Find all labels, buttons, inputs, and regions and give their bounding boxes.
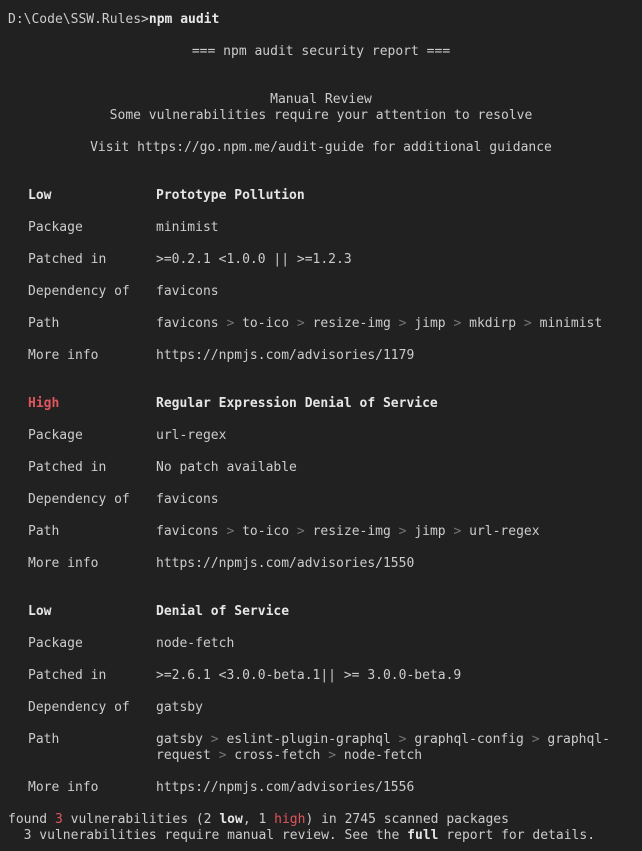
summary-line xyxy=(8,812,634,828)
more-info-link[interactable]: https://npmjs.com/advisories/1550 xyxy=(156,556,415,571)
severity-row xyxy=(8,604,634,620)
vulnerability-title: Regular Expression Denial of Service xyxy=(156,396,438,411)
package-value: minimist xyxy=(156,220,219,235)
package-value: node-fetch xyxy=(156,636,235,651)
summary-text: , 1 xyxy=(242,812,275,827)
summary-high-word: high xyxy=(274,812,306,827)
severity-badge: Low xyxy=(28,604,52,619)
summary-found-prefix: found xyxy=(8,812,55,827)
patched-in-value: No patch available xyxy=(156,460,297,475)
dependency-of-value: favicons xyxy=(156,284,219,299)
dependency-of-row xyxy=(8,284,634,300)
patched-in-row xyxy=(8,668,634,684)
summary-text: ) in 2745 scanned packages xyxy=(305,812,509,827)
more-info-row xyxy=(8,556,634,572)
dependency-of-value: gatsby xyxy=(156,700,203,715)
path-row xyxy=(8,316,634,332)
more-info-row xyxy=(8,780,634,796)
path-label: Path xyxy=(28,732,60,747)
package-row xyxy=(8,220,634,236)
dependency-of-row xyxy=(8,700,634,716)
package-row xyxy=(8,636,634,652)
patched-in-row xyxy=(8,460,634,476)
summary-full-word: full xyxy=(407,828,439,843)
vulnerability-block xyxy=(8,188,634,364)
path-label: Path xyxy=(28,316,60,331)
severity-badge: High xyxy=(28,396,60,411)
manual-review-subtitle: Some vulnerabilities require your attention to resolve xyxy=(109,108,533,123)
path-value: gatsby > eslint-plugin-graphql > graphql-config > graphql-request > cross-fetch > node-fetch xyxy=(156,732,610,763)
command-prompt-line xyxy=(8,12,634,28)
patched-in-label: Patched in xyxy=(28,252,107,267)
more-info-label: More info xyxy=(28,348,99,363)
severity-row xyxy=(8,188,634,204)
severity-badge: Low xyxy=(28,188,52,203)
package-label: Package xyxy=(28,428,83,443)
guidance-url-link[interactable]: https://go.npm.me/audit-guide xyxy=(137,140,365,155)
package-value: url-regex xyxy=(156,428,227,443)
severity-row xyxy=(8,396,634,412)
path-value: favicons > to-ico > resize-img > jimp > mkdirp > minimist xyxy=(156,316,603,331)
patched-in-value: >=0.2.1 <1.0.0 || >=1.2.3 xyxy=(156,252,352,267)
guidance-suffix: for additional guidance xyxy=(364,140,552,155)
summary-manual-review-line xyxy=(8,828,634,844)
more-info-link[interactable]: https://npmjs.com/advisories/1556 xyxy=(156,780,415,795)
path-value: favicons > to-ico > resize-img > jimp > url-regex xyxy=(156,524,540,539)
summary-text: report for details. xyxy=(438,828,596,843)
vulnerability-title: Denial of Service xyxy=(156,604,290,619)
vulnerability-block xyxy=(8,604,634,796)
more-info-label: More info xyxy=(28,780,99,795)
patched-in-row xyxy=(8,252,634,268)
more-info-label: More info xyxy=(28,556,99,571)
path-row xyxy=(8,524,634,540)
dependency-of-value: favicons xyxy=(156,492,219,507)
summary-vuln-count: 3 xyxy=(54,812,63,827)
summary-text: 3 vulnerabilities require manual review. See the xyxy=(8,828,408,843)
guidance-prefix: Visit xyxy=(90,140,138,155)
dependency-of-label: Dependency of xyxy=(28,492,130,507)
path-row xyxy=(8,732,634,764)
package-label: Package xyxy=(28,636,83,651)
dependency-of-row xyxy=(8,492,634,508)
prompt-cwd: D:\Code\SSW.Rules> xyxy=(8,12,149,27)
package-label: Package xyxy=(28,220,83,235)
package-row xyxy=(8,428,634,444)
dependency-of-label: Dependency of xyxy=(28,700,130,715)
more-info-link[interactable]: https://npmjs.com/advisories/1179 xyxy=(156,348,415,363)
vulnerability-title: Prototype Pollution xyxy=(156,188,305,203)
more-info-row xyxy=(8,348,634,364)
command-text: npm audit xyxy=(148,12,220,27)
path-label: Path xyxy=(28,524,60,539)
summary-text: vulnerabilities (2 xyxy=(62,812,220,827)
patched-in-label: Patched in xyxy=(28,668,107,683)
manual-review-title: Manual Review xyxy=(270,92,372,107)
report-header: === npm audit security report === xyxy=(191,44,451,59)
vulnerability-block xyxy=(8,396,634,572)
dependency-of-label: Dependency of xyxy=(28,284,130,299)
summary-low-word: low xyxy=(219,812,243,827)
guidance-line xyxy=(8,140,634,156)
patched-in-label: Patched in xyxy=(28,460,107,475)
patched-in-value: >=2.6.1 <3.0.0-beta.1|| >= 3.0.0-beta.9 xyxy=(156,668,462,683)
